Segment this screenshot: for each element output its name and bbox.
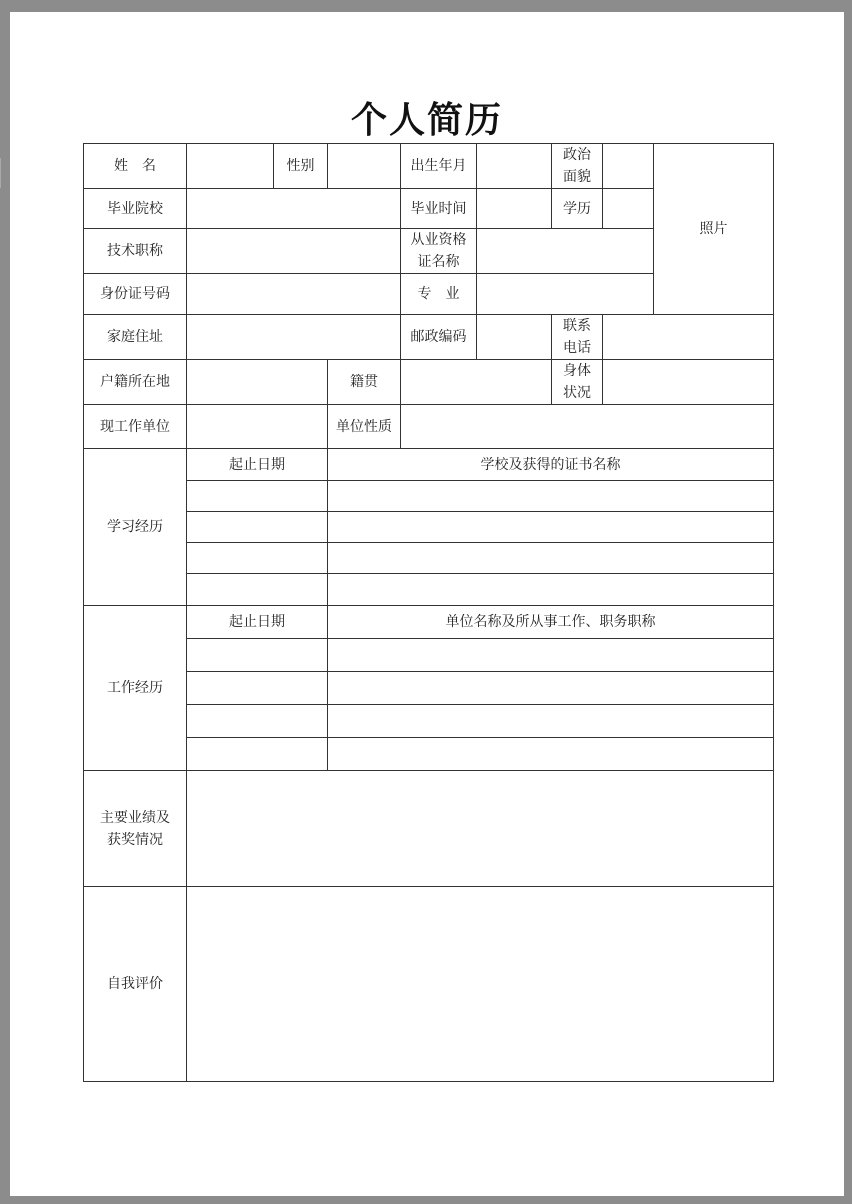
study-col-date: 起止日期 [229,456,285,473]
line-study-4 [186,573,774,574]
label-study-section: 学习经历 [107,519,163,535]
line-work-3 [186,704,774,705]
input-tech-title[interactable] [187,229,400,273]
label-phone: 联系 电话 [563,318,591,356]
line-work-4 [186,737,774,738]
line-work-1 [186,638,774,639]
label-work-section: 工作经历 [107,680,163,696]
study-col-detail: 学校及获得的证书名称 [480,456,621,473]
resume-page [10,12,844,1196]
input-phone[interactable] [603,315,773,359]
label-native: 籍贯 [350,374,378,390]
input-qualification[interactable] [477,229,653,273]
resume-form [10,12,844,1196]
label-employer: 现工作单位 [100,418,170,435]
input-postcode[interactable] [477,315,551,359]
label-hukou: 户籍所在地 [100,374,170,390]
label-qualification: 从业资格 证名称 [410,232,467,270]
input-name[interactable] [187,144,273,188]
input-school[interactable] [187,189,400,228]
line-work-2 [186,671,774,672]
label-id-number: 身份证号码 [100,286,170,302]
label-achievements: 主要业绩及 获奖情况 [100,809,170,848]
label-degree: 学历 [563,200,591,217]
line-bottom [83,1081,774,1082]
label-address: 家庭住址 [107,329,163,345]
label-major: 专 业 [417,286,460,302]
input-major[interactable] [477,274,653,314]
vline-right [773,143,774,1081]
label-tech-title: 技术职称 [107,243,163,259]
input-employer[interactable] [187,405,327,448]
input-id-number[interactable] [187,274,400,314]
label-birth: 出生年月 [410,158,467,174]
input-gender[interactable] [328,144,400,188]
input-address[interactable] [187,315,400,359]
input-health[interactable] [603,360,773,404]
input-political[interactable] [603,144,653,188]
page-edge-marker [0,158,5,188]
label-school: 毕业院校 [107,200,163,217]
input-self-eval[interactable] [187,887,773,1081]
label-name: 姓 名 [114,158,156,174]
label-postcode: 邮政编码 [410,329,467,345]
label-health: 身体 状况 [563,363,591,401]
label-self-eval: 自我评价 [107,976,163,992]
input-grad-time[interactable] [477,189,551,228]
input-birth[interactable] [477,144,551,188]
label-grad-time: 毕业时间 [410,200,467,217]
input-employer-type[interactable] [401,405,773,448]
input-native[interactable] [401,360,551,404]
label-employer-type: 单位性质 [336,418,392,435]
line-study-1 [186,480,774,481]
label-gender: 性别 [286,158,315,174]
work-col-detail: 单位名称及所从事工作、职务职称 [445,614,656,630]
input-achievements[interactable] [187,771,773,886]
page-title: 个人简历 [350,99,503,141]
line-study-2 [186,511,774,512]
photo-box[interactable]: 照片 [699,221,728,237]
input-hukou[interactable] [187,360,327,404]
label-political: 政治 面貌 [563,147,591,185]
input-degree[interactable] [603,189,653,228]
work-col-date: 起止日期 [229,614,285,630]
line-study-3 [186,542,774,543]
